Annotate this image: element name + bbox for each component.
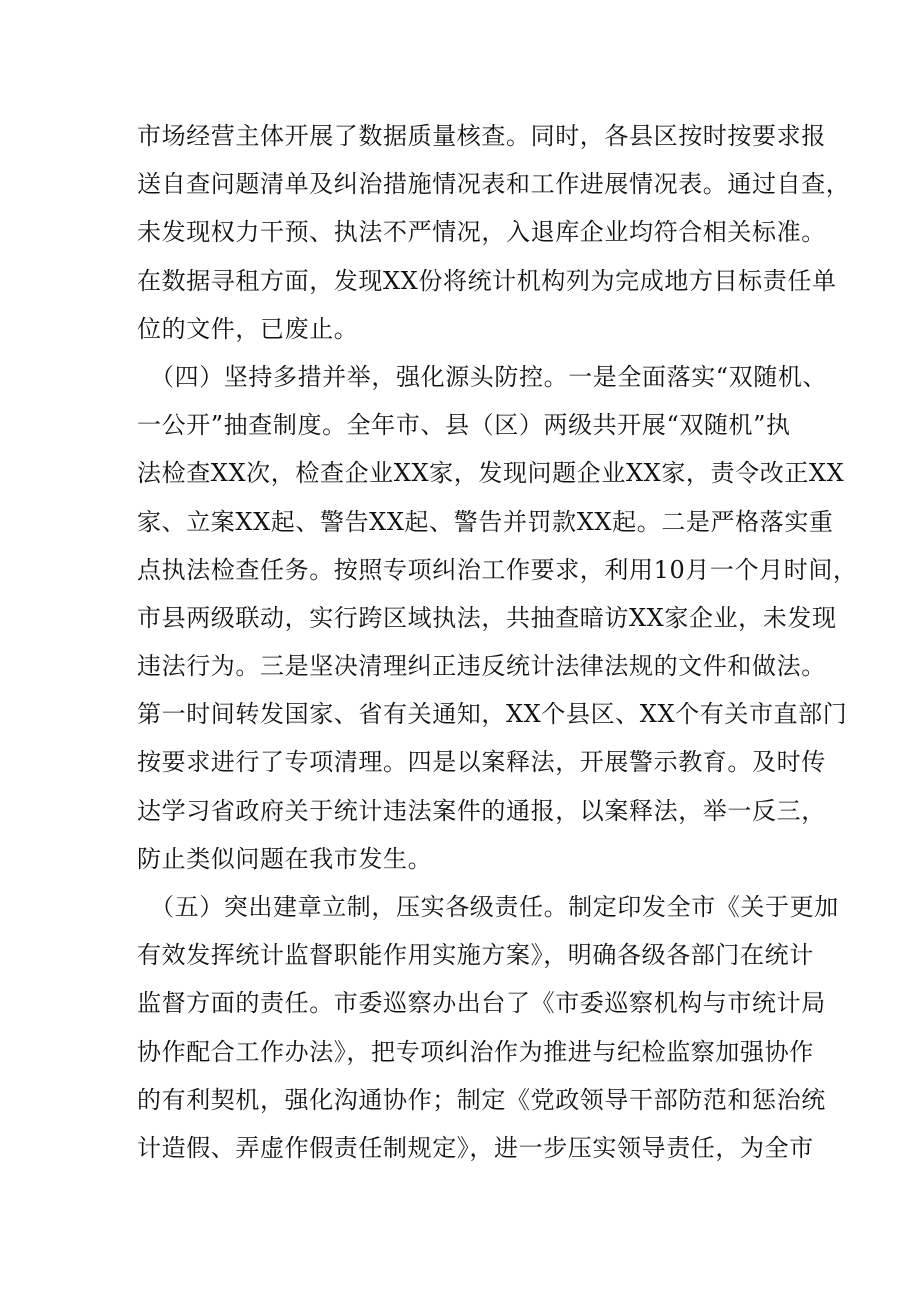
- document-body: [137, 112, 858, 1172]
- paragraph-line: 违法行为。三是坚决清理纠正违反统计法律法规的文件和做法。: [137, 652, 826, 681]
- paragraph-line: 在数据寻租方面，发现XX份将统计机构列为完成地方目标责任单: [137, 266, 837, 295]
- paragraph-line: 达学习省政府关于统计违法案件的通报，以案释法，举一反三，: [137, 796, 826, 825]
- paragraph-source-prevention: [137, 353, 858, 883]
- paragraph-line: 防止类似问题在我市发生。: [137, 844, 433, 873]
- paragraph-line: 未发现权力干预、执法不严情况，入退库企业均符合相关标准。: [137, 218, 826, 247]
- paragraph-institution-building: [137, 883, 839, 1172]
- paragraph-line: 按要求进行了专项清理。四是以案释法，开展警示教育。及时传: [137, 748, 826, 777]
- paragraph-line: 计造假、弄虚作假责任制规定》，进一步压实领导责任，为全市: [137, 1133, 814, 1162]
- paragraph-line: （四）坚持多措并举，强化源头防控。一是全面落实“双随机、: [150, 362, 828, 391]
- paragraph-line: 市场经营主体开展了数据质量核查。同时，各县区按时按要求报: [137, 122, 826, 150]
- paragraph-line: 一公开”抽查制度。全年市、县（区）两级共开展“双随机”执: [137, 411, 791, 440]
- paragraph-line: 位的文件，已废止。: [137, 314, 359, 343]
- paragraph-line: 法检查XX次，检查企业XX家，发现问题企业XX家，责令改正XX: [137, 459, 845, 488]
- paragraph-data-quality-check: [137, 112, 851, 353]
- paragraph-line: 第一时间转发国家、省有关通知，XX个县区、XX个有关市直部门: [137, 700, 848, 729]
- paragraph-line: 的有利契机，强化沟通协作；制定《党政领导干部防范和惩治统: [137, 1085, 826, 1114]
- paragraph-line: 市县两级联动，实行跨区域执法，共抽查暗访XX家企业，未发现: [137, 603, 837, 632]
- paragraph-line: 点执法检查任务。按照专项纠治工作要求，利用10月一个月时间，: [137, 555, 858, 584]
- paragraph-line: 有效发挥统计监督职能作用实施方案》，明确各级各部门在统计: [137, 941, 814, 970]
- paragraph-line: （五）突出建章立制，压实各级责任。制定印发全市《关于更加: [150, 893, 839, 921]
- paragraph-line: 监督方面的责任。市委巡察办出台了《市委巡察机构与市统计局: [137, 989, 826, 1018]
- paragraph-line: 协作配合工作办法》，把专项纠治作为推进与纪检监察加强协作: [137, 1037, 814, 1066]
- paragraph-line: 送自查问题清单及纠治措施情况表和工作进展情况表。通过自查，: [137, 170, 851, 199]
- paragraph-line: 家、立案XX起、警告XX起、警告并罚款XX起。二是严格落实重: [137, 507, 834, 536]
